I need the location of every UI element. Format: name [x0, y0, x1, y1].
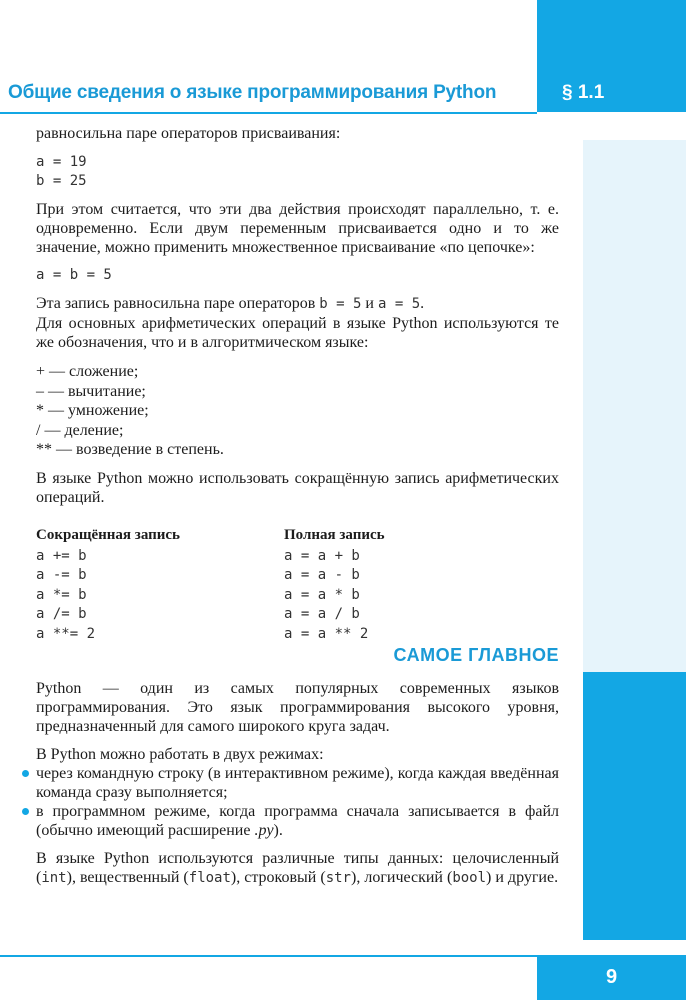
short-column: [36, 526, 180, 645]
side-panel-pale: [583, 140, 686, 672]
paragraph-parallel: При этом считается, что эти два действия происходят параллельно, т. е. одновременно. Если двум переменным присваивается одно и то же значение, можно применить множественное присваивание «по цепочке»:: [36, 201, 559, 256]
operation-item: ** — возведение в степень.: [36, 441, 224, 458]
short-header: Сокращённая запись: [36, 526, 180, 543]
page-body: [36, 124, 559, 888]
text-fragment: ), логический (: [351, 868, 453, 886]
inline-code: float: [188, 869, 231, 886]
inline-code: str: [325, 869, 351, 886]
header-rule: [0, 112, 537, 114]
code-line: b = 25: [36, 173, 87, 189]
modes-list: [36, 764, 559, 840]
paragraph-equivalent: [36, 294, 559, 314]
short-cell: a -= b: [36, 567, 87, 583]
list-item: [36, 802, 559, 840]
bullet-icon: [22, 808, 29, 815]
full-cell: a = a - b: [284, 567, 360, 583]
operation-item: – — вычитание;: [36, 382, 146, 400]
chapter-title: Общие сведения о языке программирования Python: [8, 82, 497, 103]
section-number: § 1.1: [562, 82, 605, 103]
text-fragment: Эта запись равносильна паре операторов: [36, 295, 320, 312]
full-header: Полная запись: [284, 526, 385, 543]
paragraph-intro: равносильна паре операторов присваивания:: [36, 125, 341, 142]
paragraph-modes: В Python можно работать в двух режимах:: [36, 745, 324, 763]
operation-item: / — деление;: [36, 421, 124, 439]
file-extension: .py: [254, 821, 274, 839]
inline-code: bool: [452, 869, 487, 886]
full-cell: a = a * b: [284, 586, 360, 603]
paragraph-python-summary: Python — один из самых популярных современных языков программирования. Это язык программирования высокого уровня, предназначенный для самого широкого круга задач.: [36, 679, 559, 735]
text-fragment: ), строковый (: [230, 868, 326, 886]
code-line-chain: a = b = 5: [36, 267, 112, 283]
short-cell: a += b: [36, 547, 87, 564]
shorthand-table: [36, 526, 559, 646]
side-panel-top: [537, 0, 686, 112]
paragraph-operations: Для основных арифметических операций в языке Python используются те же обозначения, что и в алгоритмическом языке:: [36, 315, 559, 351]
text-fragment: в программном режиме, когда программа сначала записывается в файл (обычно имеющий расширение: [36, 802, 559, 839]
text-fragment: ), вещественный (: [66, 868, 189, 886]
full-cell: a = a ** 2: [284, 625, 369, 642]
text-fragment: .: [420, 295, 425, 312]
page-number: 9: [605, 966, 618, 988]
list-item-text: через командную строку (в интерактивном режиме), когда каждая введённая команда сразу выполняется;: [36, 764, 559, 801]
bullet-icon: [22, 770, 29, 777]
operation-item: + — сложение;: [36, 363, 139, 380]
side-panel-main: [583, 672, 686, 940]
text-fragment: ).: [273, 821, 283, 839]
full-cell: a = a + b: [284, 547, 360, 564]
inline-code: a = 5: [377, 296, 421, 312]
operations-list: [36, 362, 559, 460]
list-item: [36, 764, 559, 802]
footer-rule: [0, 955, 537, 957]
paragraph-data-types: [36, 849, 559, 888]
inline-code: b = 5: [319, 296, 362, 312]
text-fragment: ) и другие.: [486, 868, 559, 886]
inline-code: int: [41, 869, 67, 886]
text-fragment: В языке Python используются различные типы данных: целочисленный (: [36, 849, 559, 886]
short-cell: a **= 2: [36, 625, 96, 642]
code-line: a = 19: [36, 154, 87, 170]
operation-item: * — умножение;: [36, 402, 149, 419]
full-column: [284, 526, 385, 645]
short-cell: a /= b: [36, 606, 87, 622]
text-fragment: и: [361, 295, 378, 312]
full-cell: a = a / b: [284, 606, 360, 622]
short-cell: a *= b: [36, 586, 87, 603]
code-block-assign: [36, 153, 559, 191]
paragraph-shorthand: В языке Python можно использовать сокращённую запись арифметических операций.: [36, 469, 559, 506]
summary-heading: САМОЕ ГЛАВНОЕ: [393, 644, 559, 665]
